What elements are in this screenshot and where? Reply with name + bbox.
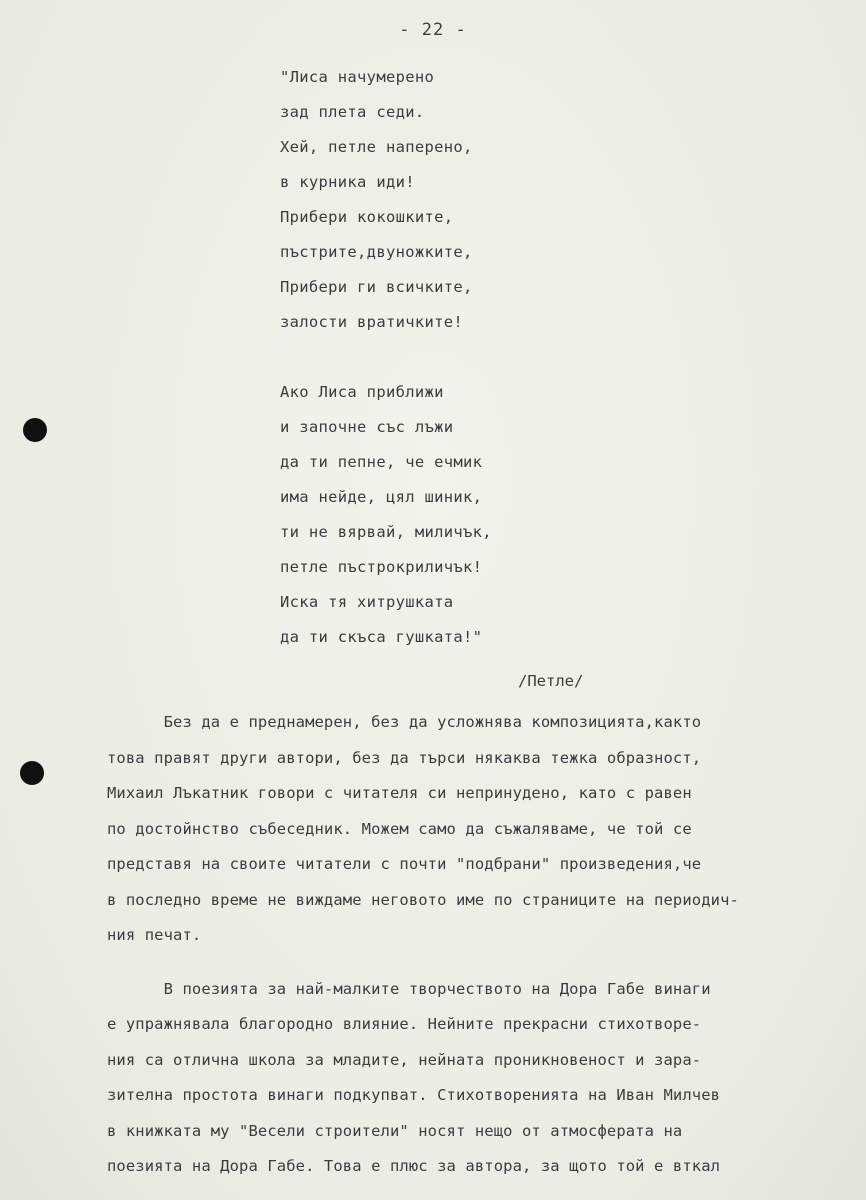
text-line: зителна простота винаги подкупват. Стихотворенията на Иван Милчев (107, 1086, 721, 1104)
punch-hole-bottom (20, 761, 44, 785)
poem-line: Иска тя хитрушката (280, 593, 454, 611)
paragraph-1 (107, 706, 866, 955)
text-line: В поезията за най-малките творчеството на Дора Габе винаги (107, 979, 711, 998)
poem-line: пъстрите,двуножките, (280, 243, 473, 261)
poem-line: да ти пепне, че ечмик (280, 453, 483, 471)
text-line: Михаил Лъкатник говори с читателя си непринудено, като с равен (107, 784, 692, 802)
poem-line: да ти скъса гушката!" (280, 628, 483, 646)
text-line: ния печат. (107, 926, 202, 944)
poem-line: зад плета седи. (280, 103, 425, 121)
poem-stanza-1 (280, 62, 492, 342)
text-line: по достойнство събеседник. Можем само да съжаляваме, че той се (107, 819, 692, 838)
text-line: поезията на Дора Габе. Това е плюс за автора, за щото той е вткал (107, 1157, 721, 1175)
poem-line: Прибери кокошките, (280, 208, 454, 226)
poem-line: залости вратичките! (280, 313, 464, 331)
text-line: Без да е преднамерен, без да усложнява композицията,както (107, 713, 702, 731)
text-line: ния са отлична школа за младите, нейната проникновеност и зара- (107, 1050, 702, 1069)
poem (280, 62, 492, 657)
poem-line: Ако Лиса приближи (280, 383, 444, 401)
page-number: - 22 - (399, 20, 467, 40)
text-line: представя на своите читатели с почти "подбрани" произведения,че (107, 855, 702, 873)
text-line: е упражнявала благородно влияние. Нейните прекрасни стихотворе- (107, 1015, 702, 1033)
poem-line: Прибери ги всичките, (280, 278, 473, 296)
poem-line: петле пъстрокриличък! (280, 558, 483, 576)
text-line: в последно време не виждаме неговото име по страниците на периодич- (107, 890, 739, 909)
text-line: в книжката му "Весели строители" носят нещо от атмосферата на (107, 1121, 683, 1140)
text-line: това правят други автори, без да търси някаква тежка образност, (107, 748, 702, 767)
poem-line: в курника иди! (280, 173, 415, 191)
poem-line: ти не вярвай, миличък, (280, 523, 492, 541)
paragraph-2 (107, 973, 866, 1186)
poem-stanza-2 (280, 377, 492, 657)
body-text (107, 706, 866, 1186)
poem-line: Хей, петле наперено, (280, 138, 473, 156)
poem-line: има нейде, цял шиник, (280, 488, 483, 506)
poem-line: "Лиса начумерено (280, 68, 435, 86)
poem-line: и започне със лъжи (280, 418, 454, 436)
poem-attribution: /Петле/ (518, 672, 584, 690)
punch-hole-top (23, 418, 47, 442)
